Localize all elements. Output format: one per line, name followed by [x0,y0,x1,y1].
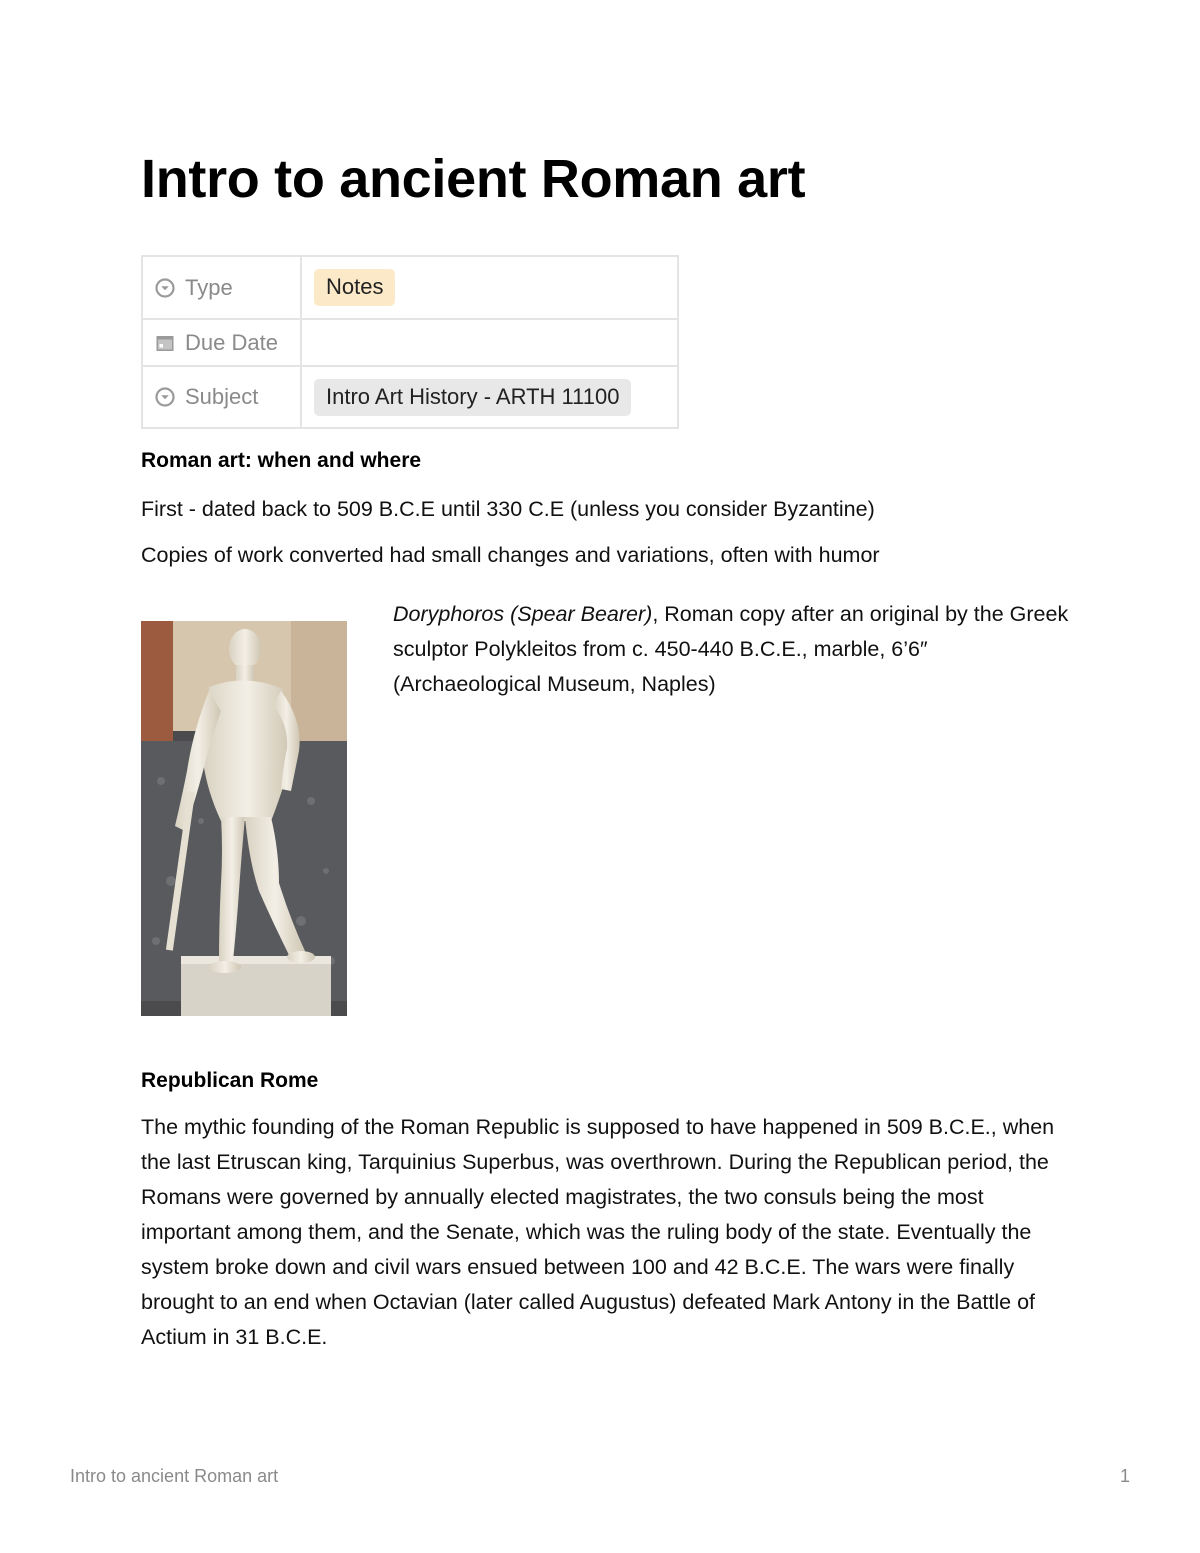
calendar-icon [155,333,175,353]
figure-caption [393,597,1073,702]
section-heading-republican-rome: Republican Rome [141,1069,319,1092]
property-key-subject [142,366,301,428]
property-value-subject[interactable] [301,366,678,428]
section-heading-when-where: Roman art: when and where [141,449,422,472]
caption-artwork-title: Doryphoros (Spear Bearer) [393,602,653,626]
footer-title: Intro to ancient Roman art [70,1466,279,1486]
footer-page-number: 1 [1119,1466,1130,1486]
property-row-type [142,256,678,319]
property-key-type [142,256,301,319]
doryphoros-image [141,621,347,1016]
property-row-subject [142,366,678,428]
select-icon [155,278,175,298]
subject-tag[interactable]: Intro Art History - ARTH 11100 [314,379,631,416]
property-value-type[interactable] [301,256,678,319]
caption-details: , Roman copy after an original by the Greek sculptor Polykleitos from c. 450-440 B.C.E., marble, 6’6″ (Archaeological Museum, Naples) [393,602,1069,696]
paragraph-republican-rome: The mythic founding of the Roman Republic is supposed to have happened in 509 B.C.E., when the last Etruscan king, Tarquinius Superbus, was overthrown. During the Republican period, the Romans were governed by annually elected magistrates, the two consuls being the most important among them, and the Senate, which was the ruling body of the state. Eventually the system broke down and civil wars ensued between 100 and 42 B.C.E. The wars were finally brought to an end when Octavian (later called Augustus) defeated Mark Antony in the Battle of Actium in 31 B.C.E. [141,1115,1055,1349]
property-row-due-date [142,319,678,366]
property-value-due-date[interactable] [301,319,678,366]
property-key-label: Type [185,274,233,300]
properties-table [141,255,679,429]
page-title: Intro to ancient Roman art [141,149,806,209]
paragraph-dates: First - dated back to 509 B.C.E until 330 C.E (unless you consider Byzantine) [141,497,875,521]
type-tag[interactable]: Notes [314,269,395,306]
paragraph-copies: Copies of work converted had small changes and variations, often with humor [141,543,880,567]
property-key-label: Due Date [185,329,278,355]
select-icon [155,387,175,407]
property-key-label: Subject [185,384,259,409]
property-key-due-date [142,319,301,366]
